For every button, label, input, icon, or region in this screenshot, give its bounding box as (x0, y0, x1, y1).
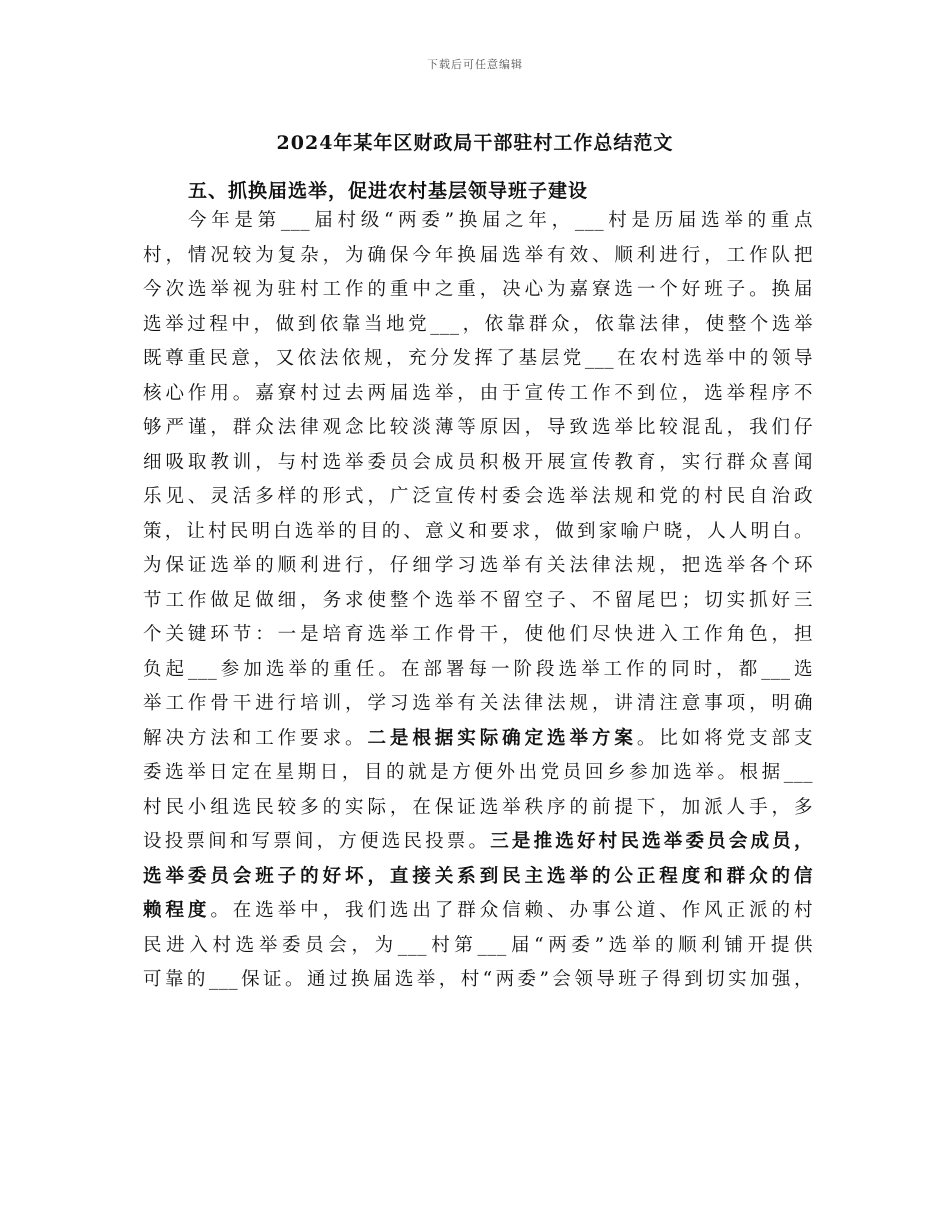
text-line (143, 273, 813, 308)
text-segment: 够严谨，群众法律观念比较淡薄等原因，导致选举比较混乱，我们仔 (143, 417, 813, 438)
bold-text-segment: 二是根据实际确定选举方案 (367, 727, 637, 749)
text-segment: 解决方法和工作要求。 (143, 727, 368, 749)
text-segment: 村，情况较为复杂，为确保今年换届选举有效、顺利进行，工作队把 (143, 244, 813, 266)
section-heading: 五、抓换届选举，促进农村基层领导班子建设 (188, 180, 589, 202)
text-segment: 。比如将党支部支 (636, 727, 813, 749)
text-segment: 。在选举中，我们选出了群众信赖、办事公道、作风正派的村 (210, 900, 813, 921)
text-line (143, 894, 813, 929)
text-line (143, 963, 813, 998)
body-paragraph (143, 204, 813, 998)
text-line (143, 342, 813, 377)
text-segment: 负起___参加选举的重任。在部署每一阶段选举工作的同时，都___选 (143, 658, 813, 680)
text-segment: 举工作骨干进行培训，学习选举有关法律法规，讲清注意事项，明确 (143, 693, 813, 714)
header-note: 下载后可任意编辑 (427, 58, 523, 71)
text-line (143, 377, 813, 412)
text-segment: 乐见、灵活多样的形式，广泛宣传村委会选举法规和党的村民自治政 (143, 486, 813, 507)
text-line (143, 825, 813, 860)
text-segment: 细吸取教训，与村选举委员会成员积极开展宣传教育，实行群众喜闻 (143, 451, 813, 473)
text-segment: 今次选举视为驻村工作的重中之重，决心为嘉寮选一个好班子。换届 (143, 279, 813, 300)
text-line (143, 618, 813, 653)
text-segment: 村民小组选民较多的实际，在保证选举秩序的前提下，加派人手，多 (143, 796, 813, 818)
text-segment: 个关键环节：一是培育选举工作骨干，使他们尽快进入工作角色，担 (143, 624, 813, 645)
text-segment: 节工作做足做细，务求使整个选举不留空子、不留尾巴；切实抓好三 (143, 589, 813, 611)
text-line (143, 653, 813, 688)
bold-text-segment: 三是推选好村民选举委员会成员， (490, 831, 813, 852)
text-line (143, 929, 813, 964)
bold-text-segment: 选举委员会班子的好坏，直接关系到民主选举的公正程度和群众的信 (143, 865, 813, 887)
text-line (143, 480, 813, 515)
text-segment: 既尊重民意，又依法依规，充分发挥了基层党___在农村选举中的领导 (143, 348, 813, 369)
document-title: 2024年某年区财政局干部驻村工作总结范文 (276, 132, 674, 154)
text-line (143, 515, 813, 550)
text-line (143, 239, 813, 274)
bold-text-segment: 赖程度 (143, 900, 211, 921)
text-line (143, 756, 813, 791)
text-segment: 可靠的___保证。通过换届选举，村“两委”会领导班子得到切实加强， (143, 969, 813, 990)
text-segment: 民进入村选举委员会，为___村第___届“两委”选举的顺利铺开提供 (143, 934, 813, 956)
text-segment: 策，让村民明白选举的目的、意义和要求，做到家喻户晓，人人明白。 (143, 520, 813, 542)
text-line (143, 446, 813, 481)
text-line (143, 722, 813, 757)
text-segment: 委选举日定在星期日，目的就是方便外出党员回乡参加选举。根据___ (143, 762, 813, 783)
text-line (143, 308, 813, 343)
text-segment: 为保证选举的顺利进行，仔细学习选举有关法律法规，把选举各个环 (143, 555, 813, 576)
text-line (143, 791, 813, 826)
text-line (143, 687, 813, 722)
text-line (143, 860, 813, 895)
text-segment: 选举过程中，做到依靠当地党___，依靠群众，依靠法律，使整个选举 (143, 313, 813, 335)
text-line (143, 411, 813, 446)
text-segment: 设投票间和写票间，方便选民投票。 (143, 831, 491, 852)
text-line (143, 549, 813, 584)
text-line (143, 204, 813, 239)
text-segment: 今年是第___届村级“两委”换届之年，___村是历届选举的重点 (188, 210, 813, 231)
text-segment: 核心作用。嘉寮村过去两届选举，由于宣传工作不到位，选举程序不 (143, 382, 813, 404)
text-line (143, 584, 813, 619)
